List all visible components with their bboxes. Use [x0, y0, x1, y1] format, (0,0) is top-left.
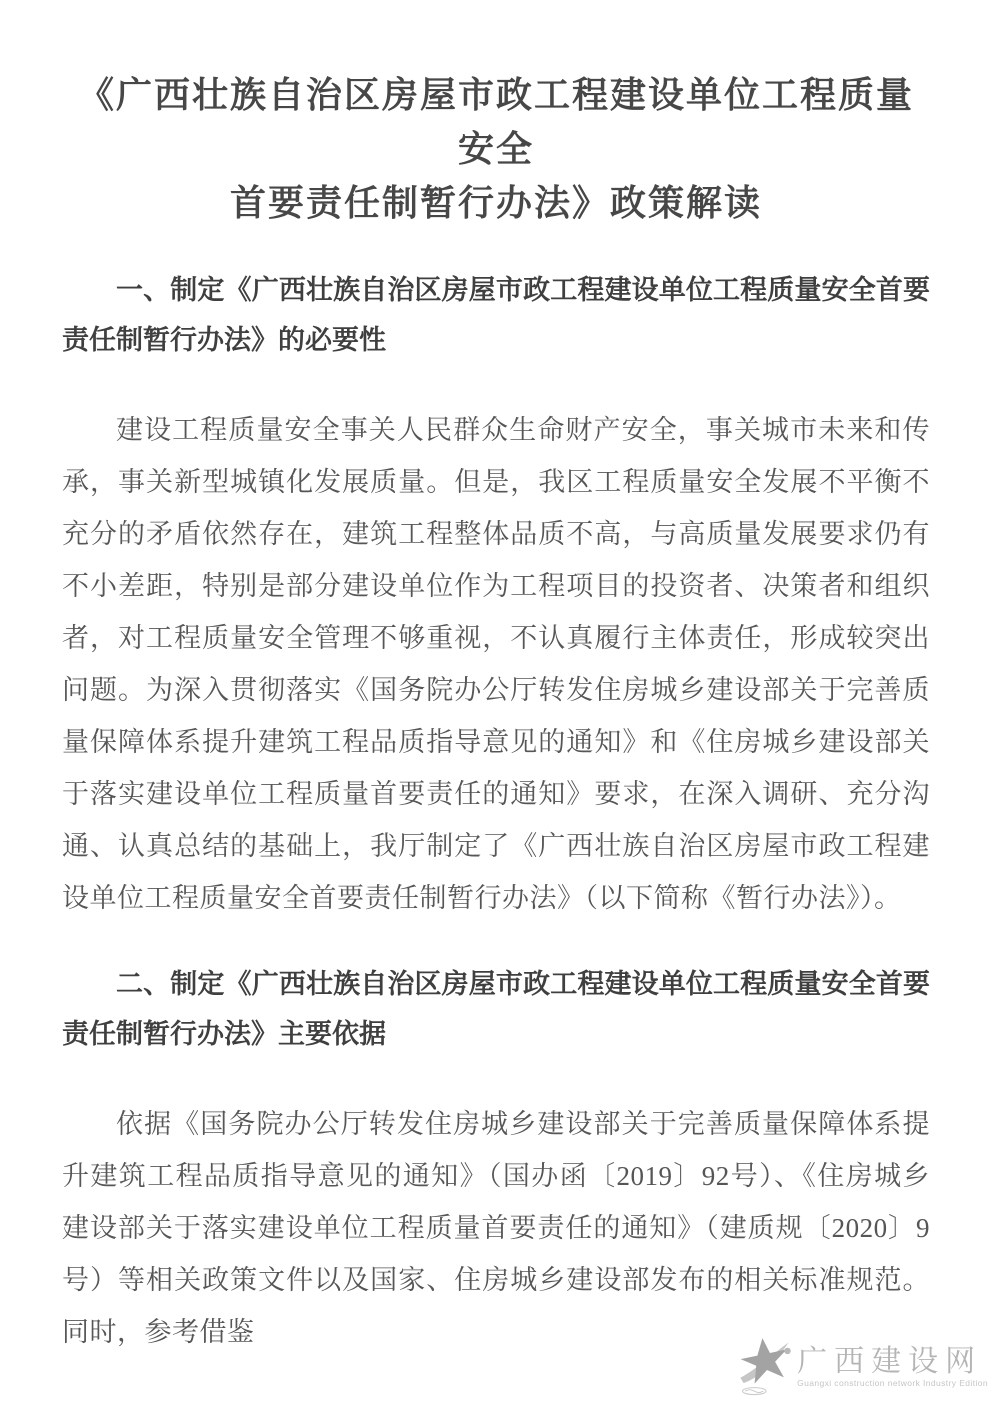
- watermark-tagline: Guangxi construction network Industry Edition: [797, 1377, 988, 1388]
- section-2-heading: 二、制定《广西壮族自治区房屋市政工程建设单位工程质量安全首要责任制暂行办法》主要依据: [62, 969, 930, 1049]
- document-title-line1: 《广西壮族自治区房屋市政工程建设单位工程质量安全: [77, 74, 914, 169]
- watermark-site-name: 广西建设网: [797, 1344, 983, 1378]
- watermark-logo: [738, 1337, 988, 1397]
- watermark-text: [797, 1346, 988, 1389]
- star-logo-icon: [738, 1337, 792, 1397]
- section-basis: [62, 959, 930, 1358]
- section-2-paragraph: 依据《国务院办公厅转发住房城乡建设部关于完善质量保障体系提升建筑工程品质指导意见的通知》（国办函〔2019〕92号）、《住房城乡建设部关于落实建设单位工程质量首要责任的通知》（建质规〔2020〕9号）等相关政策文件以及国家、住房城乡建设部发布的相关标准规范。同时，参考借鉴: [62, 1109, 930, 1347]
- document-title: [62, 68, 930, 230]
- section-1-paragraph: 建设工程质量安全事关人民群众生命财产安全，事关城市未来和传承，事关新型城镇化发展质量。但是，我区工程质量安全发展不平衡不充分的矛盾依然存在，建筑工程整体品质不高，与高质量发展要求仍有不小差距，特别是部分建设单位作为工程项目的投资者、决策者和组织者，对工程质量安全管理不够重视，不认真履行主体责任，形成较突出问题。为深入贯彻落实《国务院办公厅转发住房城乡建设部关于完善质量保障体系提升建筑工程品质指导意见的通知》和《住房城乡建设部关于落实建设单位工程质量首要责任的通知》要求，在深入调研、充分沟通、认真总结的基础上，我厅制定了《广西壮族自治区房屋市政工程建设单位工程质量安全首要责任制暂行办法》（以下简称《暂行办法》）。: [62, 415, 930, 913]
- document-title-line2: 首要责任制暂行办法》政策解读: [229, 182, 762, 223]
- section-necessity: [62, 265, 930, 924]
- section-1-heading: 一、制定《广西壮族自治区房屋市政工程建设单位工程质量安全首要责任制暂行办法》的必要性: [62, 275, 930, 355]
